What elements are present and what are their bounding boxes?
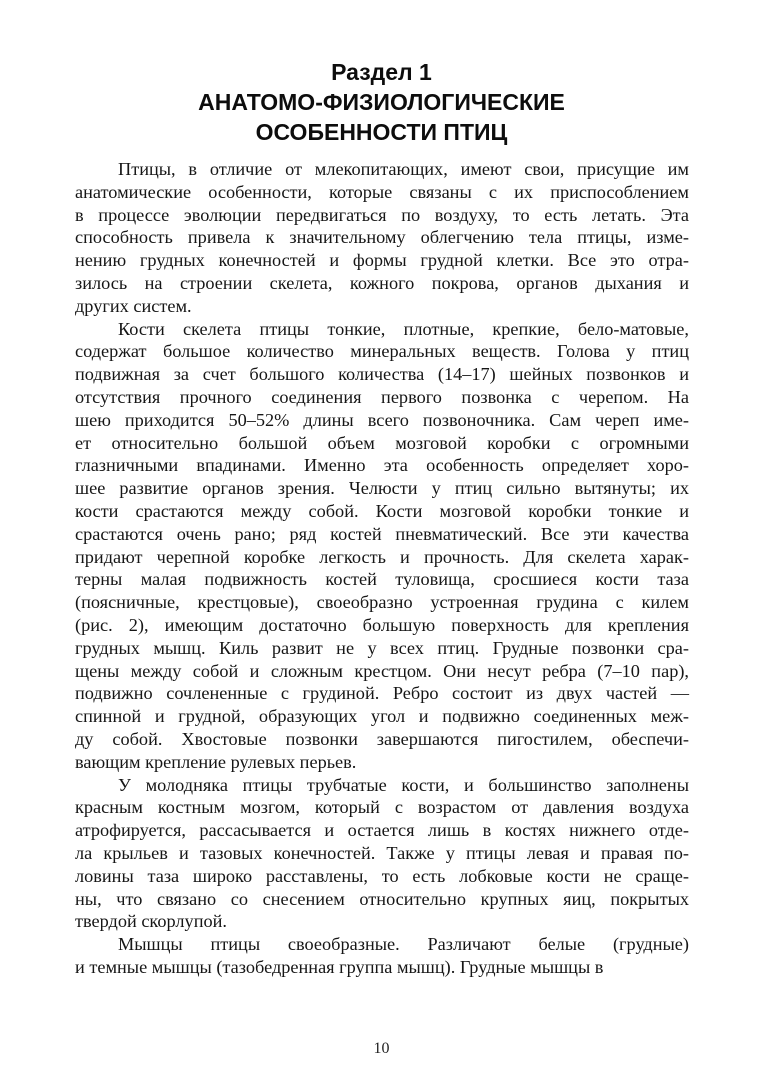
text-line: (рис. 2), имеющим достаточно большую поверхность для крепления bbox=[75, 614, 689, 635]
text-line: красным костным мозгом, который с возрастом от давления воздуха bbox=[75, 797, 689, 818]
text-line: ловины таза широко расставлены, то есть лобковые кости не сраще- bbox=[75, 865, 689, 886]
text-line: спинной и грудной, образующих угол и подвижно соединенных меж- bbox=[75, 706, 689, 727]
text-line: других систем. bbox=[75, 295, 192, 316]
section-heading bbox=[0, 57, 763, 147]
text-line: придают черепной коробке легкость и прочность. Для скелета харак- bbox=[75, 546, 689, 567]
text-line: (поясничные, крестцовые), своеобразно устроенная грудина с килем bbox=[75, 592, 689, 613]
text-line: подвижно сочлененные с грудиной. Ребро состоит из двух частей — bbox=[75, 683, 689, 704]
text-line: ла крыльев и тазовых конечностей. Также у птицы левая и правая по- bbox=[75, 842, 689, 863]
text-line: шее развитие органов зрения. Челюсти у птиц сильно вытянуты; их bbox=[75, 478, 689, 499]
text-line: кости срастаются между собой. Кости мозговой коробки тонкие и bbox=[75, 500, 689, 521]
body-text bbox=[75, 158, 689, 979]
text-line: У молодняка птицы трубчатые кости, и большинство заполнены bbox=[118, 774, 689, 795]
text-line: содержат большое количество минеральных веществ. Голова у птиц bbox=[75, 341, 689, 362]
section-number: Раздел 1 bbox=[331, 59, 432, 85]
text-line: и темные мышцы (тазобедренная группа мышц). Грудные мышцы в bbox=[75, 956, 604, 977]
text-line: анатомические особенности, которые связаны с их приспособлением bbox=[75, 181, 689, 202]
section-title-line-1: АНАТОМО-ФИЗИОЛОГИЧЕСКИЕ bbox=[198, 89, 565, 115]
text-line: ет относительно большой объем мозговой коробки с огромными bbox=[75, 432, 689, 453]
paragraph bbox=[75, 933, 689, 979]
paragraph bbox=[75, 318, 689, 774]
text-line: щены между собой и сложным крестцом. Они несут ребра (7–10 пар), bbox=[75, 660, 689, 681]
text-line: твердой скорлупой. bbox=[75, 911, 227, 932]
text-line: Птицы, в отличие от млекопитающих, имеют свои, присущие им bbox=[118, 159, 689, 179]
paragraph bbox=[75, 158, 689, 318]
text-line: подвижная за счет большого количества (14–17) шейных позвонков и bbox=[75, 364, 689, 385]
text-line: шею приходится 50–52% длины всего позвоночника. Сам череп име- bbox=[75, 409, 689, 430]
text-line: срастаются очень рано; ряд костей пневматический. Все эти качества bbox=[75, 523, 689, 544]
text-line: Кости скелета птицы тонкие, плотные, крепкие, бело-матовые, bbox=[118, 318, 689, 339]
text-line: грудных мышц. Киль развит не у всех птиц. Грудные позвонки сра- bbox=[75, 637, 689, 658]
text-line: отсутствия прочного соединения первого позвонка с черепом. На bbox=[75, 386, 689, 407]
text-line: ны, что связано со снесением относительно крупных яиц, покрытых bbox=[75, 888, 689, 909]
text-line: вающим крепление рулевых перьев. bbox=[75, 751, 357, 772]
text-line: нению грудных конечностей и формы грудной клетки. Все это отра- bbox=[75, 250, 689, 271]
text-line: Мышцы птицы своеобразные. Различают белые (грудные) bbox=[118, 934, 689, 955]
text-line: ду собой. Хвостовые позвонки завершаются пигостилем, обеспечи- bbox=[75, 728, 689, 749]
paragraph bbox=[75, 774, 689, 934]
page-number: 10 bbox=[373, 1040, 390, 1057]
text-line: терны малая подвижность костей туловища, сросшиеся кости таза bbox=[75, 569, 689, 590]
text-line: глазничными впадинами. Именно эта особенность определяет хоро- bbox=[75, 455, 689, 476]
text-line: зилось на строении скелета, кожного покрова, органов дыхания и bbox=[75, 272, 689, 293]
section-title-line-2: ОСОБЕННОСТИ ПТИЦ bbox=[255, 119, 508, 145]
text-line: в процессе эволюции передвигаться по воздуху, то есть летать. Эта bbox=[75, 204, 689, 225]
text-line: атрофируется, рассасывается и остается лишь в костях нижнего отде- bbox=[75, 820, 689, 841]
text-line: способность привела к значительному облегчению тела птицы, изме- bbox=[75, 227, 689, 248]
